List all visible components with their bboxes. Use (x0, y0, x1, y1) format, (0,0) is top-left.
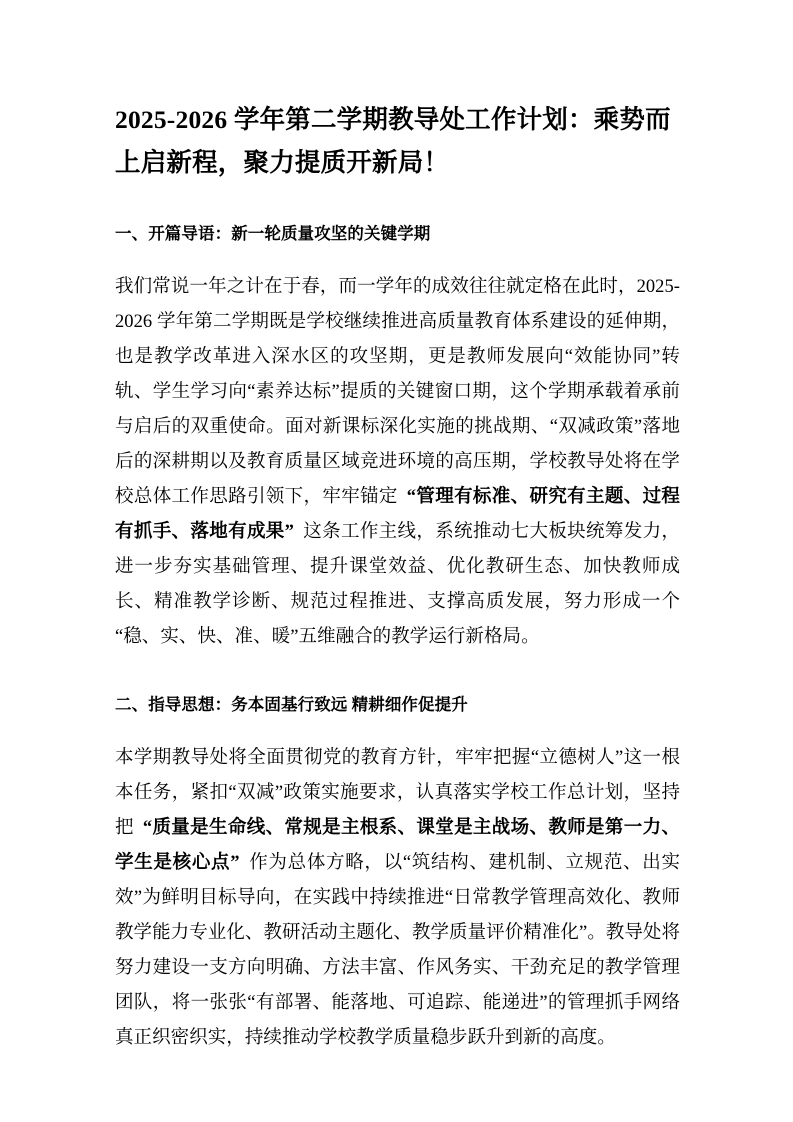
document-title: 2025-2026 学年第二学期教导处工作计划：乘势而上启新程，聚力提质开新局！ (115, 105, 671, 177)
section-1-paragraph-1 (115, 270, 680, 655)
section-heading-2: 二、指导思想：务本固基行致远 精耕细作促提升 (115, 695, 468, 714)
emphasis-run: “质量是生命线、常规是主根系、课堂是主战场、教师是第一力、学生是核心点” (115, 818, 680, 873)
text-run: 这条工作主线，系统推动七大板块统筹发力，进一步夯实基础管理、提升课堂效益、优化教研生态、加快教师成长、精准教学诊断、规范过程推进、支撑高质发展，努力形成一个“稳、实、快、准、暖”五维融合的教学运行新格局。 (115, 522, 680, 647)
text-run: 本学期教导处将全面贯彻党的教育方针，牢牢把握“立德树人”这一根本任务，紧扣“双减”政策实施要求，认真落实学校工作总计划，坚持把 (115, 748, 680, 838)
section-heading-1: 一、开篇导语：新一轮质量攻坚的关键学期 (115, 224, 431, 243)
text-run: 作为总体方略，以“筑结构、建机制、立规范、出实效”为鲜明目标导向，在实践中持续推进“日常教学管理高效化、教师教学能力专业化、教研活动主题化、教学质量评价精准化”。教导处将努力建设一支方向明确、方法丰富、作风务实、干劲充足的教学管理团队，将一张张“有部署、能落地、可追踪、能递进”的管理抓手网络真正织密织实，持续推动学校教学质量稳步跃升到新的高度。 (115, 853, 680, 1048)
emphasis-run: “管理有标准、研究有主题、过程有抓手、落地有成果” (115, 487, 680, 542)
text-run: 我们常说一年之计在于春，而一学年的成效往往就定格在此时，2025-2026 学年第二学期既是学校继续推进高质量教育体系建设的延伸期，也是教学改革进入深水区的攻坚期，更是教师发展向“效能协同”转轨、学生学习向“素养达标”提质的关键窗口期，这个学期承载着承前与启后的双重使命。面对新课标深化实施的挑战期、“双减政策”落地后的深耕期以及教育质量区域竞进环境的高压期，学校教导处将在学校总体工作思路引领下，牢牢锚定 (115, 277, 680, 507)
section-2-paragraph-1 (115, 741, 680, 1056)
